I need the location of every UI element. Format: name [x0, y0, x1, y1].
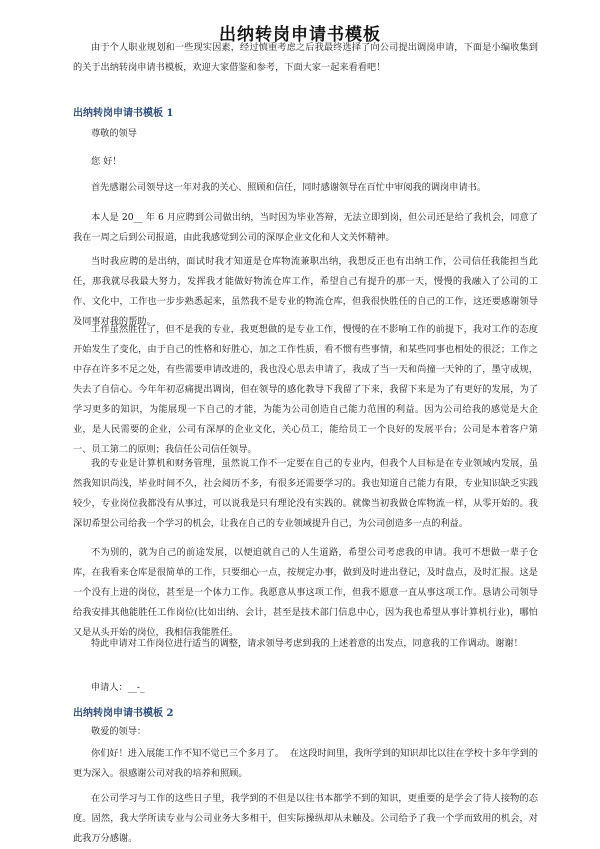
section-1-paragraph: 本人是 20__ 年 6 月应聘到公司做出纳，当时因为毕业答辩，无法立即到岗，但公司还是给了我机会，同意了我在一周之后到公司报道，由此我感觉到公司的深厚企业文化和人文关怀精神。	[73, 212, 538, 243]
document-title: 出纳转岗申请书模板	[219, 25, 381, 45]
section-2-paragraph: 你们好！进入展能工作不知不觉已三个多月了。 在这段时间里，我所学到的知识却比以往在学校十多年学到的更为深入。很感谢公司对我的培养和照顾。	[73, 748, 538, 779]
section-1-paragraph: 不为别的，就为自己的前途发展，以便追就自己的人生道路，希望公司考虑我的申请。我可不想做一辈子仓库，在我看来仓库是很简单的工作，只要细心一点，按规定办事，做到及时进出登记，及时盘点，及时汇报。这是一个没有上进的岗位，甚至是一个体力工作。我愿意从事这项工作，但我不愿意一直从事这项工作。恳请公司领导给我安排其他能胜任工作岗位(比如出纳、会计，甚至是技术部门信息中心，因为我也希望从事计算机行业)，哪怕又是从头开始的岗位，我相信我能胜任。	[73, 547, 538, 638]
section-1-heading: 出纳转岗申请书模板 1	[73, 108, 174, 119]
section-1-greeting: 您 好！	[91, 156, 122, 167]
section-1-paragraph: 当时我应聘的是出纳，面试时我才知道是仓库物流兼职出纳，我想反正也有出纳工作，公司信任我能担当此任，那我就尽我最大努力，发挥我才能做好物流仓库工作，希望自己有提升的那一天，慢慢的我融入了公司的工作、文化中，工作也一步步熟悉起来，虽然我不是专业的物流仓库，但我很快胜任的自己的工作，这还要感谢领导及同事对我的帮助。	[73, 256, 538, 327]
section-2-heading: 出纳转岗申请书模板 2	[73, 708, 174, 719]
section-1-paragraph: 首先感谢公司领导这一年对我的关心、照顾和信任，同时感谢领导在百忙中审阅我的调岗申请书。	[91, 182, 487, 193]
section-1-paragraph: 工作虽然胜任了，但不是我的专业，我更想做的是专业工作，慢慢的在不影响工作的前提下，我对工作的态度开始发生了变化，由于自己的性格和好胜心，加之工作性质，看不惯有些事情，和某些同事也相处的很泛；工作之中存在许多不足之处，有些需要申请改进的，我也没心思去申请了，我成了当一天和尚撞一天钟的了，墨守成规，失去了自信心。今年年初忍痛提出调岗，但在领导的感化教导下我留了下来，我留下来是为了有更好的发展，为了学习更多的知识，为能展现一下自己的才能，为能为公司创造自己能力范围的利益。因为公司给我的感觉是大企业，是人民需要的企业，公司有深厚的企业文化，关心员工，能给员工一个良好的发展平台；公司是本着客户第一、员工第二的原则；我信任公司信任领导。	[73, 324, 538, 455]
applicant-line: 申请人：__-_	[91, 682, 145, 693]
section-2-paragraph: 在公司学习与工作的这些日子里，我学到的不但是以往书本都学不到的知识，更重要的是学会了待人接物的态度。固然，我大学所读专业与公司业务大多相干，但实际操纵却从未触及。公司给予了我一个学而致用的机会，对此我万分感谢。	[73, 793, 538, 844]
section-1-salutation: 尊敬的领导	[91, 128, 137, 139]
section-1-paragraph: 特此申请对工作岗位进行适当的调整，请求领导考虑到我的上述着意的出发点，同意我的工作调动。谢谢！	[91, 638, 523, 649]
intro-paragraph: 由于个人职业规划和一些现实因素，经过慎重考虑之后我最终选择了向公司提出调岗申请，下面是小编收集到的关于出纳转岗申请书模板，欢迎大家借鉴和参考，下面大家一起来看看吧！	[73, 42, 538, 73]
section-1-paragraph: 我的专业是计算机和财务管理，虽然说工作不一定要在自己的专业内，但我个人目标是在专业领域内发展，虽然我知识尚浅，毕业时间不久，社会阅历不多，有很多还需要学习的。我也知道自己能力有限，专业知识缺乏实践较少，专业岗位我都没有从事过，可以说我是只有理论没有实践的。就像当初我做仓库物流一样，从零开始的。我深切希望公司给我一个学习的机会，让我在自己的专业领域提升自己，为公司创造多一点的利益。	[73, 458, 538, 529]
section-2-salutation: 敬爱的领导：	[91, 726, 147, 737]
